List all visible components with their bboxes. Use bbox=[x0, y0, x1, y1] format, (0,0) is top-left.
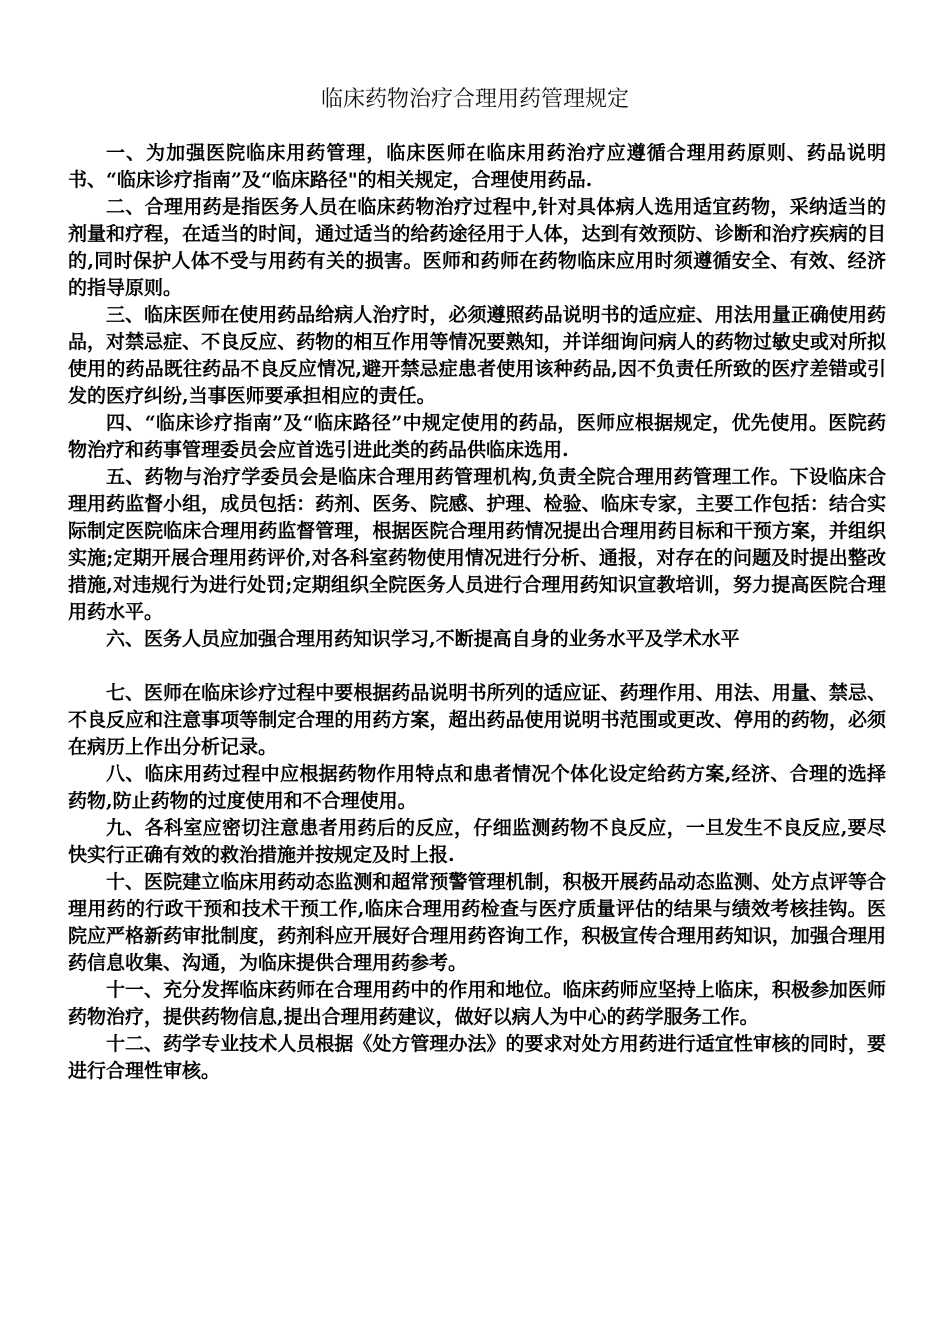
paragraph-2: 二、合理用药是指医务人员在临床药物治疗过程中,针对具体病人选用适宜药物，采纳适当的剂量和疗程，在适当的时间，通过适当的给药途径用于人体，达到有效预防、诊断和治疗疾病的目的,同时保护人体不受与用药有关的损害。医师和药师在药物临床应用时须遵循安全、有效、经济的指导原则。 bbox=[68, 196, 886, 299]
paragraph-6: 六、医务人员应加强合理用药知识学习,不断提高自身的业务水平及学术水平 bbox=[106, 628, 740, 650]
paragraph-11: 十一、充分发挥临床药师在合理用药中的作用和地位。临床药师应坚持上临床，积极参加医师药物治疗，提供药物信息,提出合理用药建议，做好以病人为中心的药学服务工作。 bbox=[68, 979, 886, 1028]
paragraph-10: 十、医院建立临床用药动态监测和超常预警管理机制，积极开展药品动态监测、处方点评等合理用药的行政干预和技术干预工作,临床合理用药检查与医疗质量评估的结果与绩效考核挂钩。医院应严格新药审批制度，药剂科应开展好合理用药咨询工作，积极宣传合理用药知识，加强合理用药信息收集、沟通，为临床提供合理用药参考。 bbox=[68, 871, 886, 974]
paragraph-gap bbox=[68, 653, 886, 680]
paragraph-4: 四、“临床诊疗指南”及“临床路径”中规定使用的药品，医师应根据规定，优先使用。医院药物治疗和药事管理委员会应首选引进此类的药品供临床选用. bbox=[68, 412, 886, 461]
paragraph-12: 十二、药学专业技术人员根据《处方管理办法》的要求对处方用药进行适宜性审核的同时，要进行合理性审核。 bbox=[68, 1033, 886, 1082]
document-body bbox=[68, 140, 886, 1085]
paragraph-9: 九、各科室应密切注意患者用药后的反应，仔细监测药物不良反应，一旦发生不良反应,要尽快实行正确有效的救治措施并按规定及时上报. bbox=[68, 817, 886, 866]
paragraph-3: 三、临床医师在使用药品给病人治疗时，必须遵照药品说明书的适应症、用法用量正确使用药品，对禁忌症、不良反应、药物的相互作用等情况要熟知，并详细询问病人的药物过敏史或对所拟使用的药品既往药品不良反应情况,避开禁忌症患者使用该种药品,因不负责任所致的医疗差错或引发的医疗纠纷,当事医师要承担相应的责任。 bbox=[68, 304, 886, 407]
document-title: 临床药物治疗合理用药管理规定 bbox=[320, 87, 629, 112]
paragraph-7: 七、医师在临床诊疗过程中要根据药品说明书所列的适应证、药理作用、用法、用量、禁忌、不良反应和注意事项等制定合理的用药方案，超出药品使用说明书范围或更改、停用的药物，必须在病历上作出分析记录。 bbox=[68, 682, 886, 758]
paragraph-5: 五、药物与治疗学委员会是临床合理用药管理机构,负责全院合理用药管理工作。下设临床合理用药监督小组，成员包括：药剂、医务、院感、护理、检验、临床专家，主要工作包括：结合实际制定医院临床合理用药监督管理，根据医院合理用药情况提出合理用药目标和干预方案，并组织实施;定期开展合理用药评价,对各科室药物使用情况进行分析、通报，对存在的问题及时提出整改措施,对违规行为进行处罚;定期组织全院医务人员进行合理用药知识宣教培训，努力提高医院合理用药水平。 bbox=[68, 466, 886, 623]
paragraph-1: 一、为加强医院临床用药管理，临床医师在临床用药治疗应遵循合理用药原则、药品说明书、“临床诊疗指南”及“临床路径"的相关规定，合理使用药品. bbox=[68, 142, 886, 191]
paragraph-8: 八、临床用药过程中应根据药物作用特点和患者情况个体化设定给药方案,经济、合理的选择药物,防止药物的过度使用和不合理使用。 bbox=[68, 763, 886, 812]
